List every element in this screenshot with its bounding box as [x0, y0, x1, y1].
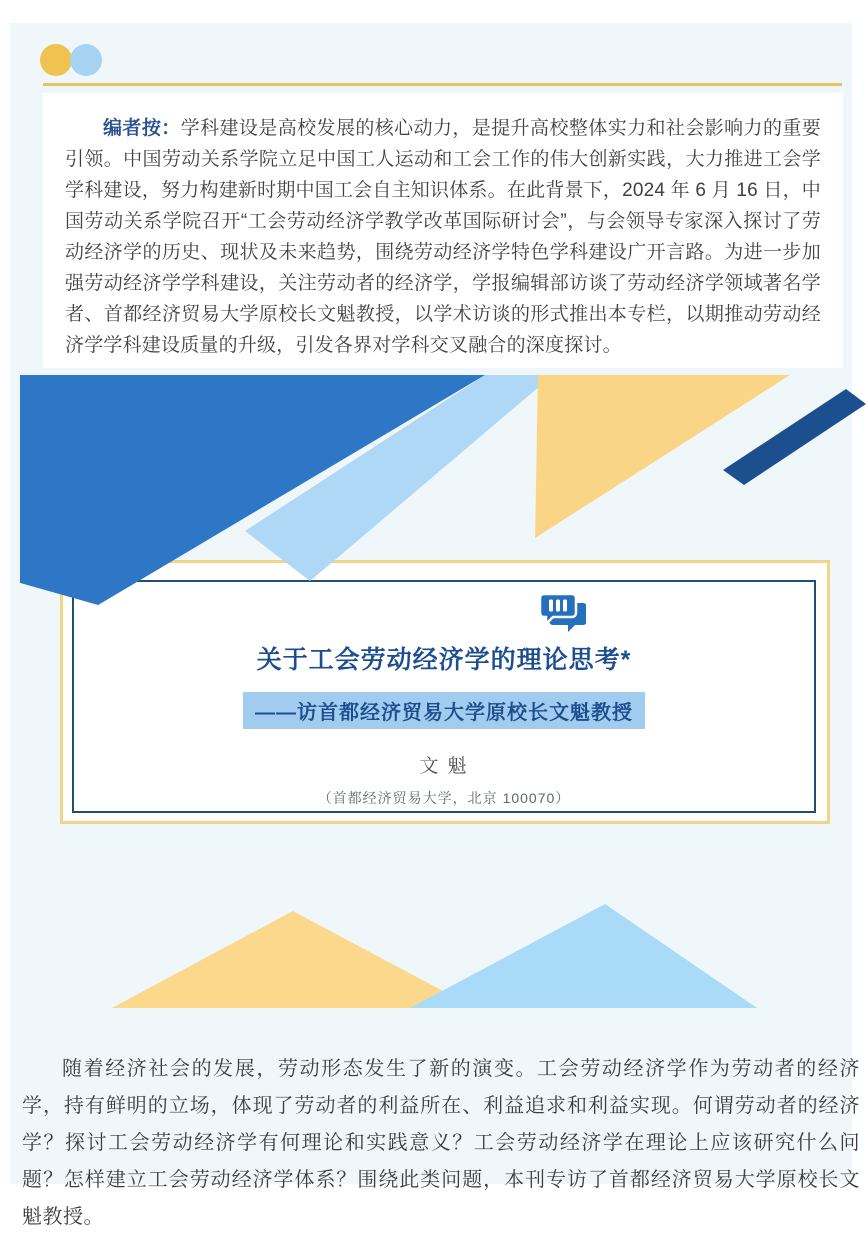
blue-circle-decoration — [70, 44, 102, 76]
article-subtitle-highlight: ——访首都经济贸易大学原校长文魁教授 — [243, 692, 645, 729]
article-content-panel — [10, 23, 860, 1228]
author-affiliation: （首都经济贸易大学，北京 100070） — [317, 790, 571, 806]
title-card-inner-frame — [72, 580, 816, 813]
editor-note-paragraph — [65, 113, 821, 361]
comment-bubbles-icon — [540, 594, 586, 634]
intro-paragraph: 随着经济社会的发展，劳动形态发生了新的演变。工会劳动经济学作为劳动者的经济学，持有鲜明的立场，体现了劳动者的利益所在、利益追求和利益实现。何谓劳动者的经济学？探讨工会劳动经济学有何理论和实践意义？工会劳动经济学在理论上应该研究什么问题？怎样建立工会劳动经济学体系？围绕此类问题，本刊专访了首都经济贸易大学原校长文魁教授。 — [22, 1058, 860, 1228]
blue-mountain-decoration — [410, 904, 757, 1008]
author-name: 文 魁 — [419, 756, 469, 777]
article-title-card — [60, 560, 830, 824]
article-title: 关于工会劳动经济学的理论思考* — [256, 646, 632, 674]
yellow-divider-line — [43, 83, 842, 86]
editor-note-box — [43, 93, 843, 368]
yellow-circle-decoration — [40, 44, 72, 76]
editor-note-text: 学科建设是高校发展的核心动力，是提升高校整体实力和社会影响力的重要引领。中国劳动关系学院立足中国工人运动和工会工作的伟大创新实践，大力推进工会学学科建设，努力构建新时期中国工会自主知识体系。在此背景下，2024 年 6 月 16 日，中国劳动关系学院召开“工会劳动经济学教学改革国际研讨会”，与会领导专家深入探讨了劳动经济学的历史、现状及未来趋势，围绕劳动经济学特色学科建设广开言路。为进一步加强劳动经济学学科建设，关注劳动者的经济学，学报编辑部访谈了劳动经济学领域著名学者、首都经济贸易大学原校长文魁教授，以学术访谈的形式推出本专栏，以期推动劳动经济学学科建设质量的升级，引发各界对学科交叉融合的深度探讨。 — [65, 118, 821, 356]
yellow-mountain-decoration — [110, 911, 475, 1008]
editor-note-label: 编者按： — [103, 118, 181, 139]
